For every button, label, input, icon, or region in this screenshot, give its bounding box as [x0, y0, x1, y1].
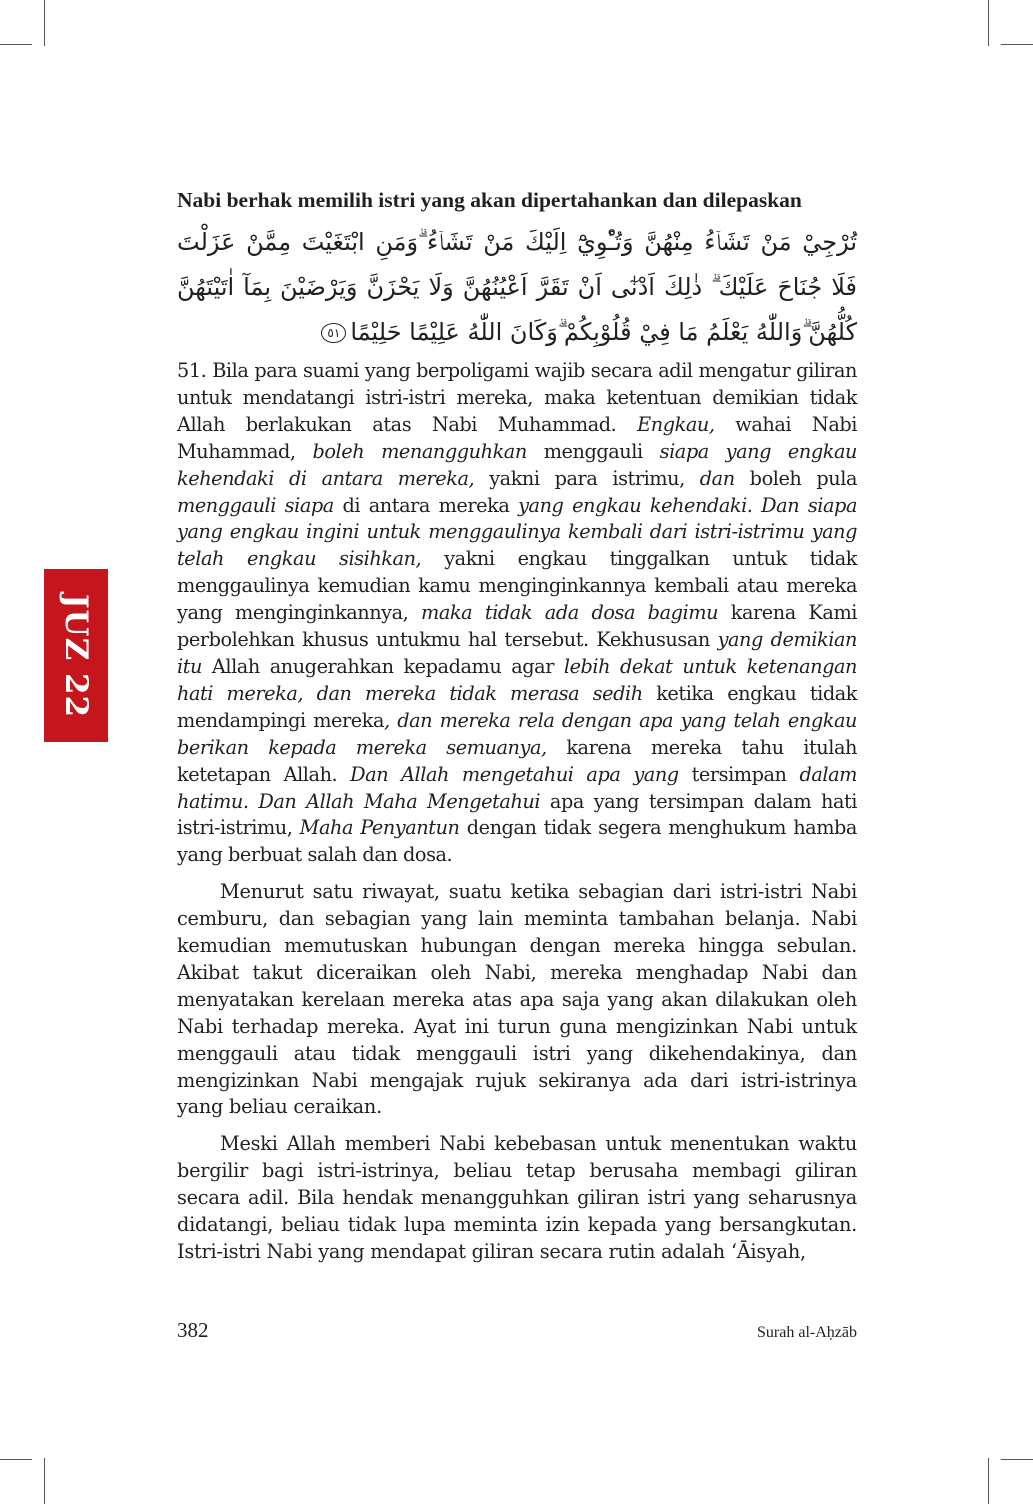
page-content	[177, 186, 857, 1266]
crop-mark	[988, 1458, 989, 1504]
text-run: tersimpan	[678, 762, 800, 786]
italic-run: lebih dekat untuk ketenangan hati mereka, dan mereka tidak merasa sedih	[177, 654, 857, 705]
section-heading: Nabi berhak memilih istri yang akan dipertahankan dan dilepaskan	[177, 188, 802, 212]
text-run: menggauli	[526, 439, 660, 463]
text-run: Allah anugerahkan kepadamu agar	[201, 654, 564, 678]
text-run: yakni para istrimu,	[474, 466, 700, 490]
italic-run: menggauli siapa	[177, 493, 334, 517]
paragraph	[177, 879, 857, 1121]
crop-mark	[44, 0, 45, 46]
text-run: 51. Bila para suami yang berpoligami wajib secara adil mengatur giliran untuk mendatangi istri-istri mereka, maka ketentuan demikian tidak Allah berlakukan atas Nabi Muhammad.	[177, 359, 857, 436]
text-run: karena Kami perbolehkan khusus untukmu hal tersebut. Kekhususan	[177, 601, 858, 652]
juz-label: JUZ 22	[58, 593, 95, 718]
italic-run: dan	[699, 466, 735, 490]
crop-mark	[0, 44, 32, 45]
paragraph	[177, 358, 857, 869]
text-run: yakni engkau tinggalkan untuk tidak menggaulinya kemudian kamu menginginkannya kembali atau mereka yang menginginkannya,	[177, 547, 857, 625]
crop-mark	[1001, 1459, 1033, 1460]
italic-run: siapa yang engkau kehendaki di antara mereka,	[177, 439, 857, 490]
page-footer	[177, 1318, 857, 1348]
crop-mark	[988, 0, 989, 46]
verse-number-marker: ٥١	[321, 323, 346, 343]
surah-name: Surah al-Aḥzāb	[757, 1324, 857, 1341]
crop-mark	[44, 1458, 45, 1504]
italic-run: Engkau,	[637, 412, 715, 436]
italic-run: maka tidak ada dosa bagimu	[421, 601, 719, 625]
crop-mark	[1001, 44, 1033, 45]
text-run: Menurut satu riwayat, suatu ketika sebagian dari istri-istri Nabi cemburu, dan sebagian yang lain meminta tambahan belanja. Nabi kemudian memutuskan hubungan dengan mereka hingga sebulan. Akibat takut diceraikan oleh Nabi, mereka menghadap Nabi dan menyatakan kerelaan mereka atas apa saja yang akan dilakukan oleh Nabi terhadap mereka. Ayat ini turun guna mengizinkan Nabi untuk menggauli atau tidak menggauli istri yang dikehendakinya, dan mengizinkan Nabi mengajak rujuk sekiranya ada dari istri-istrinya yang beliau ceraikan.	[177, 880, 857, 1119]
text-run: Meski Allah memberi Nabi kebebasan untuk menentukan waktu bergilir bagi istri-istrinya, beliau tetap berusaha membagi giliran secara adil. Bila hendak menangguhkan giliran istri yang seharusnya didatangi, beliau tidak lupa meminta izin kepada yang bersangkutan. Istri-istri Nabi yang mendapat giliran secara rutin adalah ‘Āisyah,	[177, 1132, 857, 1263]
text-run: wahai Nabi Muhammad,	[177, 412, 857, 463]
arabic-verse-text: تُرْجِيْ مَنْ تَشَاۤءُ مِنْهُنَّ وَتُـْٔوِيْٓ اِلَيْكَ مَنْ تَشَاۤءُ ۗوَمَنِ ابْتَغَيْتَ مِمَّنْ عَزَلْتَ فَلَا جُنَاحَ عَلَيْكَ ۗ ذٰلِكَ اَدْنٰٓى اَنْ تَقَرَّ اَعْيُنُهُنَّ وَلَا يَحْزَنَّ وَيَرْضَيْنَ بِمَآ اٰتَيْتَهُنَّ كُلُّهُنَّ ۗوَاللّٰهُ يَعْلَمُ مَا فِيْ قُلُوْبِكُمْ ۗوَكَانَ اللّٰهُ عَلِيْمًا حَلِيْمًا	[177, 228, 857, 346]
italic-run: boleh menangguhkan	[312, 439, 527, 463]
italic-run: yang demikian itu	[177, 628, 857, 678]
italic-run: yang engkau kehendaki. Dan siapa yang engkau ingini untuk menggaulinya kembali dari istri-istrimu yang telah engkau sisihkan,	[177, 493, 857, 571]
italic-run: Maha Penyantun	[299, 816, 460, 840]
text-run: apa yang tersimpan dalam hati istri-istrimu,	[177, 789, 857, 840]
crop-mark	[0, 1459, 32, 1460]
italic-run: , dan mereka rela dengan apa yang telah engkau berikan kepada mereka semuanya,	[177, 708, 857, 759]
text-run: dengan tidak segera menghukum hamba yang berbuat salah dan dosa.	[177, 816, 857, 867]
arabic-verse	[177, 220, 857, 355]
text-run: ketika engkau tidak mendampingi mereka	[177, 681, 858, 732]
text-run: karena mereka tahu itulah ketetapan Allah.	[177, 735, 857, 786]
italic-run: Dan Allah mengetahui apa yang	[350, 762, 679, 786]
text-run: boleh pula	[734, 466, 857, 490]
text-run: di antara mereka	[333, 493, 519, 517]
italic-run: dalam hatimu. Dan Allah Maha Mengetahui	[177, 762, 857, 813]
page-number: 382	[177, 1318, 209, 1342]
paragraph	[177, 1131, 857, 1266]
juz-side-tab	[44, 569, 108, 742]
